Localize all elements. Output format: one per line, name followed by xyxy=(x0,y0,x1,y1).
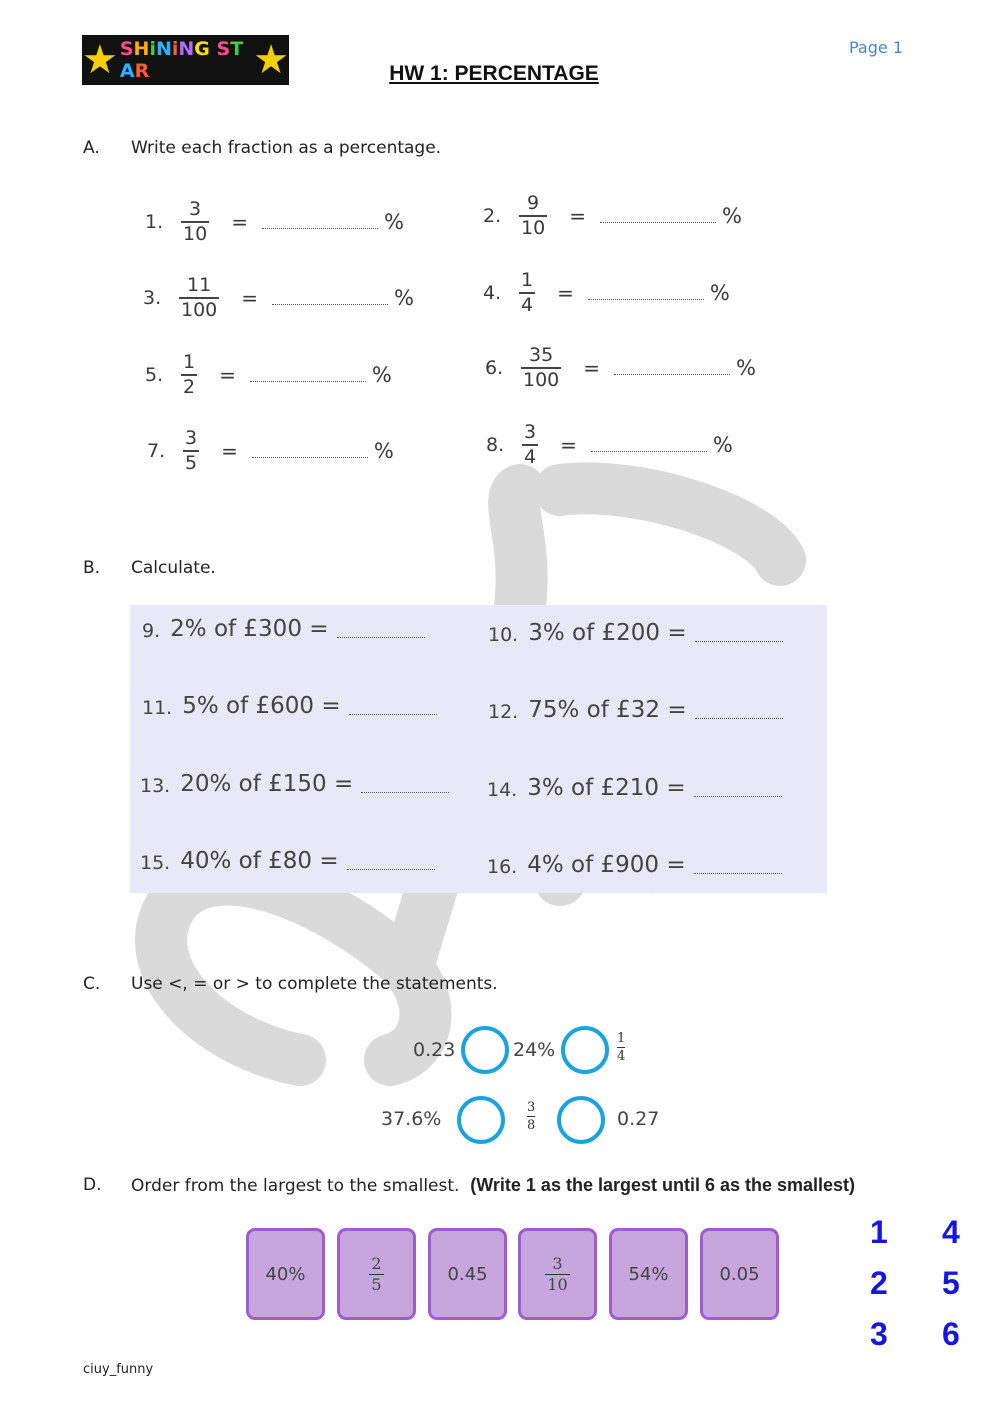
question-4 xyxy=(483,271,730,315)
answer-blank[interactable] xyxy=(349,705,437,715)
answer-blank[interactable] xyxy=(361,783,449,793)
question-6 xyxy=(485,346,756,390)
compare-value: 24% xyxy=(513,1039,556,1061)
question-1 xyxy=(145,200,404,244)
star-icon: ★ xyxy=(82,37,118,83)
question-expression: 4% of £900 = xyxy=(527,852,686,878)
rank-number[interactable]: 5 xyxy=(942,1265,960,1301)
question-number: 9. xyxy=(142,620,161,642)
question-number: 4. xyxy=(483,282,502,304)
page-title: HW 1: PERCENTAGE xyxy=(389,62,599,85)
card-fraction xyxy=(369,1253,383,1294)
question-number: 6. xyxy=(485,357,504,379)
answer-blank[interactable] xyxy=(600,209,716,223)
card-label: 0.05 xyxy=(719,1263,760,1285)
numerator: 11 xyxy=(187,274,212,296)
answer-blank[interactable] xyxy=(695,632,783,642)
order-card[interactable] xyxy=(246,1228,325,1320)
section-c-instruction: Use <, = or > to complete the statements. xyxy=(131,974,498,994)
answer-blank[interactable] xyxy=(262,215,378,229)
question-number: 16. xyxy=(487,856,518,878)
equals-sign: = xyxy=(569,204,586,228)
answer-blank[interactable] xyxy=(588,286,704,300)
percent-sign: % xyxy=(373,439,394,463)
question-expression: 2% of £300 = xyxy=(170,616,329,642)
denominator: 5 xyxy=(371,1274,382,1294)
numerator: 3 xyxy=(527,1100,536,1115)
page-number: Page 1 xyxy=(849,38,903,57)
denominator: 10 xyxy=(547,1274,568,1294)
question-expression: 75% of £32 = xyxy=(528,697,687,723)
percent-sign: % xyxy=(721,204,742,228)
answer-blank[interactable] xyxy=(272,291,388,305)
numerator: 35 xyxy=(529,344,554,366)
denominator: 8 xyxy=(527,1118,536,1133)
question-number: 11. xyxy=(142,697,173,719)
numerator: 3 xyxy=(524,421,537,443)
equals-sign: = xyxy=(560,433,577,457)
equals-sign: = xyxy=(241,286,259,310)
question-expression: 3% of £200 = xyxy=(528,620,687,646)
question-number: 5. xyxy=(145,364,164,386)
compare-circle-3[interactable] xyxy=(457,1096,505,1144)
numerator: 1 xyxy=(521,269,534,291)
denominator: 2 xyxy=(183,376,196,398)
percent-sign: % xyxy=(371,363,392,387)
instruction-text: Order from the largest to the smallest. xyxy=(131,1176,460,1196)
question-5 xyxy=(145,353,392,397)
numerator: 1 xyxy=(617,1031,626,1046)
author-credit: ciuy_funny xyxy=(83,1362,154,1377)
fraction xyxy=(181,200,209,244)
percent-sign: % xyxy=(709,281,730,305)
answer-blank[interactable] xyxy=(694,864,782,874)
denominator: 100 xyxy=(181,299,218,321)
compare-value: 37.6% xyxy=(381,1108,442,1130)
question-expression: 40% of £80 = xyxy=(180,848,339,874)
denominator: 4 xyxy=(524,446,537,468)
equals-sign: = xyxy=(231,210,248,234)
logo-text: SHiNiNG STAR xyxy=(119,38,244,82)
numerator: 9 xyxy=(527,192,540,214)
star-icon: ★ xyxy=(253,37,289,83)
fraction xyxy=(181,353,197,397)
question-11 xyxy=(142,693,437,719)
answer-blank[interactable] xyxy=(695,709,783,719)
question-number: 12. xyxy=(488,701,519,723)
question-9 xyxy=(142,616,425,642)
question-7 xyxy=(147,429,394,473)
question-2 xyxy=(483,194,742,238)
order-card[interactable] xyxy=(700,1228,779,1320)
denominator: 100 xyxy=(523,369,560,391)
fraction xyxy=(519,194,547,238)
card-label: 40% xyxy=(265,1263,306,1285)
question-8 xyxy=(486,423,733,467)
question-number: 10. xyxy=(488,624,519,646)
question-number: 7. xyxy=(147,440,166,462)
section-c-letter: C. xyxy=(83,974,101,994)
equals-sign: = xyxy=(219,363,236,387)
question-14 xyxy=(487,775,782,801)
section-a-instruction: Write each fraction as a percentage. xyxy=(131,138,442,158)
denominator: 4 xyxy=(521,294,534,316)
compare-fraction xyxy=(617,1032,625,1063)
question-number: 1. xyxy=(145,211,164,233)
compare-value: 0.23 xyxy=(413,1039,456,1061)
question-number: 8. xyxy=(486,434,505,456)
percent-sign: % xyxy=(736,356,756,380)
rank-number[interactable]: 3 xyxy=(870,1316,888,1352)
fraction xyxy=(519,271,535,315)
section-d-letter: D. xyxy=(83,1175,102,1195)
compare-circle-2[interactable] xyxy=(561,1026,609,1074)
question-expression: 3% of £210 = xyxy=(527,775,686,801)
compare-value: 0.27 xyxy=(617,1108,660,1130)
order-card[interactable] xyxy=(428,1228,507,1320)
answer-blank[interactable] xyxy=(591,438,707,452)
equals-sign: = xyxy=(583,356,601,380)
numerator: 3 xyxy=(552,1253,563,1273)
order-card[interactable] xyxy=(337,1228,416,1320)
question-16 xyxy=(487,852,782,878)
section-b-letter: B. xyxy=(83,558,101,578)
order-card[interactable] xyxy=(609,1228,688,1320)
question-13 xyxy=(140,771,449,797)
question-number: 3. xyxy=(143,287,162,309)
fraction xyxy=(522,423,538,467)
fraction xyxy=(521,346,561,390)
denominator: 5 xyxy=(185,452,198,474)
instruction-note: (Write 1 as the largest until 6 as the smallest) xyxy=(470,1175,856,1195)
question-15 xyxy=(140,848,435,874)
numerator: 3 xyxy=(185,427,198,449)
section-b-instruction: Calculate. xyxy=(131,558,216,578)
question-number: 14. xyxy=(487,779,518,801)
section-d-instruction xyxy=(131,1175,855,1196)
question-number: 13. xyxy=(140,775,171,797)
denominator: 10 xyxy=(521,217,546,239)
answer-blank[interactable] xyxy=(614,361,730,375)
equals-sign: = xyxy=(221,439,238,463)
answer-blank[interactable] xyxy=(337,628,425,638)
answer-blank[interactable] xyxy=(252,444,368,458)
denominator: 10 xyxy=(183,223,208,245)
fraction xyxy=(179,276,219,320)
question-12 xyxy=(488,697,783,723)
answer-blank[interactable] xyxy=(250,368,366,382)
percent-sign: % xyxy=(394,286,414,310)
numerator: 2 xyxy=(371,1253,382,1273)
rank-number[interactable]: 4 xyxy=(942,1214,960,1250)
question-3 xyxy=(143,276,414,320)
rank-number[interactable]: 1 xyxy=(870,1214,888,1250)
numerator: 3 xyxy=(189,198,202,220)
percent-sign: % xyxy=(712,433,733,457)
numerator: 1 xyxy=(183,351,196,373)
card-label: 54% xyxy=(628,1263,669,1285)
equals-sign: = xyxy=(557,281,574,305)
order-card[interactable] xyxy=(518,1228,597,1320)
rank-number[interactable]: 6 xyxy=(942,1316,960,1352)
card-label: 0.45 xyxy=(447,1263,488,1285)
section-a-letter: A. xyxy=(83,138,100,158)
rank-number[interactable]: 2 xyxy=(870,1265,888,1301)
compare-circle-4[interactable] xyxy=(557,1096,605,1144)
question-number: 2. xyxy=(483,205,502,227)
percent-sign: % xyxy=(383,210,404,234)
answer-blank[interactable] xyxy=(694,787,782,797)
fraction xyxy=(183,429,199,473)
question-number: 15. xyxy=(140,852,171,874)
question-10 xyxy=(488,620,783,646)
compare-fraction xyxy=(527,1101,535,1132)
compare-circle-1[interactable] xyxy=(461,1026,509,1074)
card-fraction xyxy=(545,1253,569,1294)
question-expression: 20% of £150 = xyxy=(180,771,354,797)
answer-blank[interactable] xyxy=(347,860,435,870)
denominator: 4 xyxy=(617,1049,626,1064)
question-expression: 5% of £600 = xyxy=(182,693,341,719)
